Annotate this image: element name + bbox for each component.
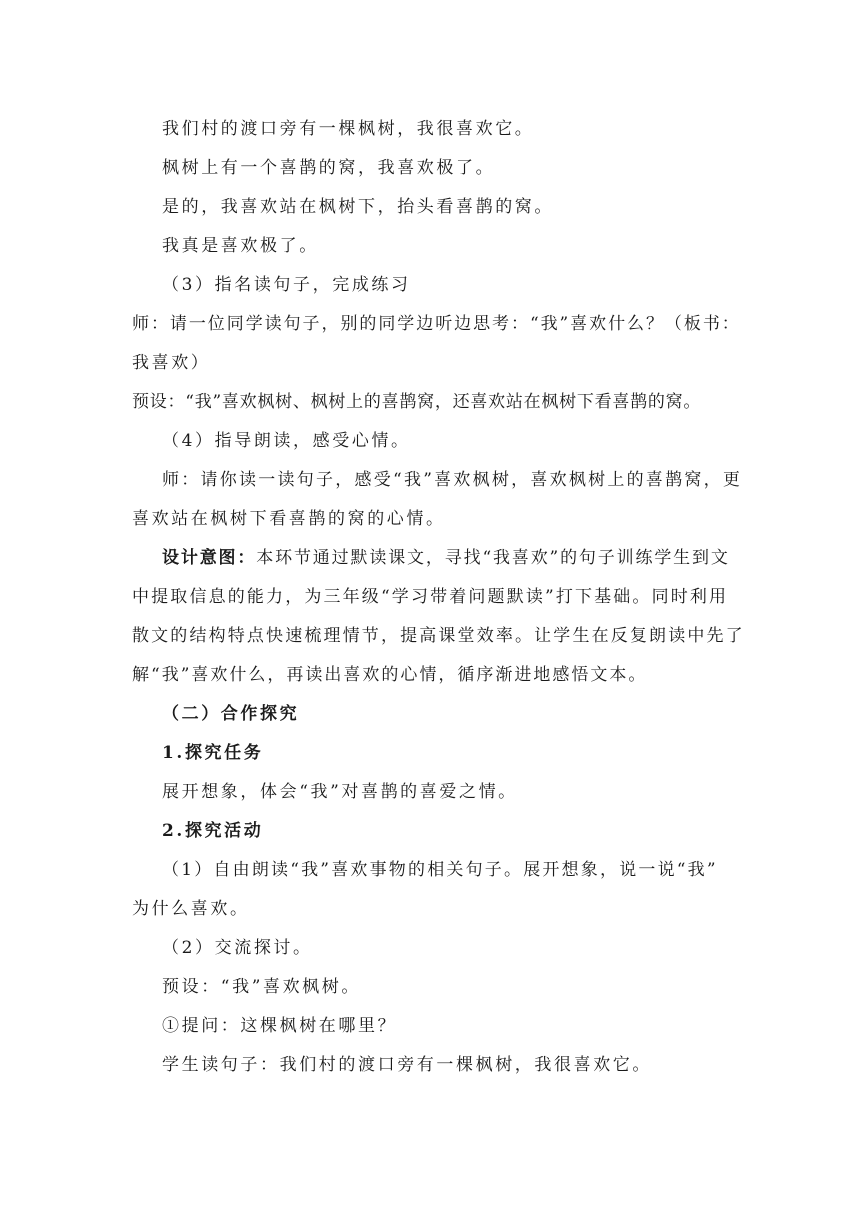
- step-heading: （2）交流探讨。: [162, 938, 313, 958]
- paragraph-line: 师：请一位同学读句子，别的同学边听边思考：“我”喜欢什么？（板书：: [132, 314, 741, 334]
- design-intent-line: 解“我”喜欢什么，再读出喜欢的心情，循序渐进地感悟文本。: [132, 665, 648, 685]
- paragraph-line: 我喜欢）: [132, 353, 211, 373]
- preset-answer: 预设：“我”喜欢枫树。: [162, 977, 361, 997]
- paragraph-line: （1）自由朗读“我”喜欢事物的相关句子。展开想象，说一说“我”: [162, 860, 718, 880]
- step-heading: （4）指导朗读，感受心情。: [162, 431, 411, 451]
- paragraph-line: 学生读句子：我们村的渡口旁有一棵枫树，我很喜欢它。: [162, 1055, 652, 1075]
- design-intent-label: 设计意图：: [162, 548, 257, 568]
- step-heading: （3）指名读句子，完成练习: [162, 275, 411, 295]
- preset-answer: 预设：“我”喜欢枫树、枫树上的喜鹊窝，还喜欢站在枫树下看喜鹊的窝。: [132, 392, 702, 412]
- section-heading: （二）合作探究: [162, 704, 300, 724]
- design-intent-text: 本环节通过默读课文，寻找“我喜欢”的句子训练学生到文: [256, 548, 730, 568]
- design-intent-line: [162, 547, 730, 569]
- paragraph-line: 枫树上有一个喜鹊的窝，我喜欢极了。: [162, 158, 496, 178]
- design-intent-line: 散文的结构特点快速梳理情节，提高课堂效率。让学生在反复朗读中先了: [132, 626, 745, 646]
- paragraph-line: 喜欢站在枫树下看喜鹊的窝的心情。: [132, 509, 446, 529]
- paragraph-line: 展开想象，体会“我”对喜鹊的喜爱之情。: [162, 782, 518, 802]
- paragraph-line: 师：请你读一读句子，感受“我”喜欢枫树，喜欢枫树上的喜鹊窝，更: [162, 470, 743, 490]
- design-intent-line: 中提取信息的能力，为三年级“学习带着问题默读”打下基础。同时利用: [132, 587, 729, 607]
- subsection-heading: 2.探究活动: [162, 821, 264, 841]
- paragraph-line: 我真是喜欢极了。: [162, 236, 319, 256]
- question-line: ①提问：这棵枫树在哪里？: [162, 1016, 398, 1036]
- paragraph-line: 是的，我喜欢站在枫树下，抬头看喜鹊的窝。: [162, 197, 554, 217]
- subsection-heading: 1.探究任务: [162, 743, 264, 763]
- paragraph-line: 我们村的渡口旁有一棵枫树，我很喜欢它。: [162, 119, 535, 139]
- paragraph-line: 为什么喜欢。: [132, 899, 250, 919]
